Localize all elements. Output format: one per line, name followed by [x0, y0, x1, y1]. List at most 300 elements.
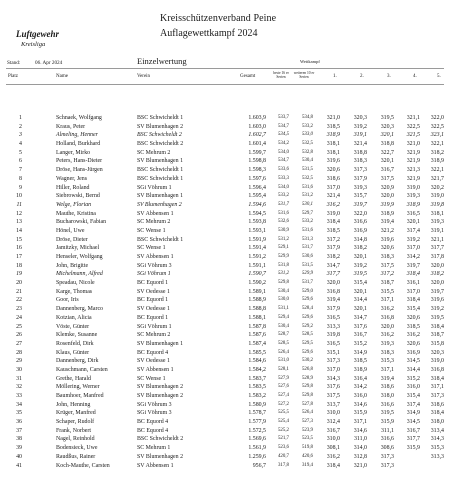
- round-3-cell: 316,8: [380, 314, 394, 321]
- round-2-cell: 314,4: [353, 297, 367, 304]
- round-5-cell: 314,3: [430, 436, 444, 443]
- table-row: [0, 140, 451, 149]
- further-series-cell: 529,8: [301, 393, 313, 398]
- round-3-cell: 317,3: [380, 453, 394, 460]
- round-1-cell: 318,5: [326, 123, 340, 130]
- club-cell: SV Blumenhagen 2: [137, 393, 184, 399]
- club-cell: SC Mehrum 2: [137, 219, 171, 226]
- best-series-cell: 527,2: [277, 401, 289, 407]
- table-row: [0, 305, 451, 314]
- round-3-cell: 318,0: [380, 393, 394, 399]
- round-1-cell: 317,3: [326, 358, 340, 365]
- table-row: [0, 244, 451, 253]
- club-cell: SV Abbensen 1: [137, 210, 174, 217]
- further-series-cell: 529,5: [301, 340, 313, 346]
- round-5-cell: 322,1: [430, 167, 444, 174]
- round-4-cell: 317,0: [406, 288, 420, 295]
- round-5-cell: 320,3: [430, 349, 444, 356]
- round-5-cell: 319,0: [430, 193, 444, 200]
- round-3-cell: 316,2: [380, 306, 394, 313]
- name-cell: Welge, Florian: [56, 201, 92, 208]
- best-series-cell: 531,6: [277, 210, 289, 216]
- round-3-cell: 319,9: [380, 201, 394, 208]
- round-5-cell: 323,1: [430, 132, 444, 139]
- round-5-cell: 318,4: [430, 375, 444, 382]
- club-cell: SV Blumenhagen 1: [137, 340, 184, 347]
- round-2-cell: 319,7: [353, 201, 367, 208]
- round-4-cell: 321,1: [406, 115, 420, 121]
- club-cell: SV Blumenhagen 1: [137, 193, 184, 200]
- place-cell: 38: [16, 436, 22, 443]
- table-row: [0, 409, 451, 418]
- round-4-cell: 317,4: [406, 227, 420, 234]
- round-3-cell: 321,2: [380, 227, 394, 234]
- club-cell: BSC Schwicheldt 1: [137, 175, 184, 182]
- round-4-cell: 318,4: [406, 297, 420, 304]
- round-1-cell: 319,4: [326, 297, 340, 304]
- round-5-cell: 318,7: [430, 332, 444, 339]
- total-cell: 1.584,6: [248, 358, 266, 365]
- place-cell: 12: [16, 210, 22, 217]
- round-5-cell: 318,1: [430, 210, 444, 217]
- column-header-best: beste 16 er Serien: [273, 71, 289, 80]
- club-cell: SV Oedesse 1: [137, 358, 170, 365]
- total-cell: 1.603,9: [248, 115, 266, 121]
- place-cell: 6: [19, 158, 22, 165]
- table-row: [0, 184, 451, 193]
- results-table: [0, 114, 451, 470]
- round-2-cell: 318,9: [353, 366, 367, 373]
- total-cell: 1.259,6: [248, 453, 266, 460]
- further-series-cell: 530,6: [301, 254, 313, 259]
- club-cell: SGi Vöhrum 3: [137, 262, 172, 269]
- further-series-cell: 534,8: [301, 115, 313, 120]
- total-cell: 1.595,4: [248, 193, 266, 200]
- round-3-cell: 322,7: [380, 149, 394, 156]
- name-cell: Dannenberg, Dirk: [56, 358, 99, 365]
- league-name: Kreisliga: [21, 41, 46, 48]
- total-cell: 1.587,4: [248, 340, 266, 347]
- round-4-cell: 317,7: [406, 436, 420, 443]
- further-series-cell: 531,2: [301, 193, 313, 199]
- round-5-cell: 322,0: [430, 115, 444, 121]
- place-cell: 34: [16, 401, 22, 408]
- best-series-cell: 534,2: [277, 141, 289, 147]
- best-series-cell: 525,4: [277, 419, 289, 425]
- table-row: [0, 323, 451, 332]
- further-series-cell: 532,5: [301, 141, 313, 147]
- round-3-cell: 318,8: [380, 141, 394, 148]
- round-2-cell: 314,6: [353, 427, 367, 434]
- best-series-cell: 527,9: [277, 375, 289, 381]
- round-2-cell: 317,6: [353, 323, 367, 330]
- event-name: Luftgewehr: [16, 29, 60, 39]
- further-series-cell: 529,8: [301, 384, 313, 390]
- round-3-cell: 315,3: [380, 358, 394, 365]
- round-4-cell: 315,4: [406, 306, 420, 313]
- round-3-cell: 317,5: [380, 262, 394, 269]
- further-series-cell: 527,8: [301, 401, 313, 407]
- table-row: [0, 462, 451, 471]
- round-4-cell: 319,2: [406, 236, 420, 243]
- round-4-cell: 321,3: [406, 167, 420, 174]
- round-1-cell: 317,0: [326, 366, 340, 373]
- round-1-cell: 318,2: [326, 254, 340, 260]
- round-1-cell: 319,6: [326, 158, 340, 165]
- table-row: [0, 192, 451, 201]
- place-cell: 27: [16, 340, 22, 347]
- round-3-cell: 308,6: [380, 445, 394, 452]
- round-1-cell: 320,6: [326, 167, 340, 174]
- round-3-cell: 315,9: [380, 419, 394, 426]
- further-series-cell: 529,7: [301, 210, 313, 216]
- club-cell: SV Abbensen 1: [137, 462, 174, 469]
- club-cell: BSC Schwicheldt 1: [137, 236, 184, 243]
- round-5-cell: 319,2: [430, 306, 444, 313]
- round-2-cell: 314,7: [353, 314, 367, 321]
- round-5-cell: 317,1: [430, 384, 444, 391]
- further-series-cell: 529,6: [301, 349, 313, 355]
- further-series-cell: 531,5: [301, 167, 313, 173]
- column-header-club: Verein: [137, 74, 151, 79]
- round-4-cell: 318,5: [406, 323, 420, 330]
- column-header-total: Gesamt: [240, 74, 256, 79]
- further-series-cell: 533,0: [301, 132, 313, 138]
- table-row: [0, 270, 451, 279]
- name-cell: Almeling, Henner: [56, 132, 98, 139]
- table-row: [0, 418, 451, 427]
- name-cell: Mauthe, Kristina: [56, 210, 96, 217]
- total-cell: 1.561,9: [248, 445, 266, 452]
- total-cell: 1.585,5: [248, 349, 266, 356]
- total-cell: 1.603,0: [248, 123, 266, 130]
- table-row: [0, 201, 451, 210]
- round-5-cell: 315,3: [430, 445, 444, 452]
- round-2-cell: 314,0: [353, 445, 367, 452]
- further-series-cell: 529,0: [301, 288, 313, 294]
- table-row: [0, 366, 451, 375]
- name-cell: Dröse, Hans-Jürgen: [56, 167, 103, 174]
- place-cell: 15: [16, 236, 22, 243]
- total-cell: 1.598,8: [248, 158, 266, 165]
- best-series-cell: 534,0: [277, 149, 289, 155]
- column-header-row: [0, 71, 451, 83]
- round-5-cell: 319,7: [430, 288, 444, 295]
- club-cell: SV Oedesse 1: [137, 288, 170, 295]
- further-series-cell: 526,8: [301, 366, 313, 372]
- name-cell: Goor, Iris: [56, 297, 79, 304]
- best-series-cell: 529,4: [277, 314, 289, 320]
- name-cell: Bodensieck, Uwe: [56, 445, 98, 452]
- round-4-cell: 316,7: [406, 427, 420, 434]
- further-series-cell: 526,4: [301, 410, 313, 416]
- total-cell: 1.572,5: [248, 427, 266, 434]
- club-cell: BSC Schwicheldt 2: [137, 436, 184, 443]
- round-1-cell: 317,5: [326, 393, 340, 399]
- best-series-cell: 533,2: [277, 193, 289, 199]
- club-cell: BSC Schwicheldt 2: [137, 132, 182, 139]
- round-1-cell: 308,1: [326, 445, 340, 452]
- total-cell: 1.591,9: [248, 236, 266, 243]
- round-3-cell: 316,6: [380, 436, 394, 443]
- name-cell: Speadau, Nicole: [56, 280, 95, 287]
- round-1-cell: 319,8: [326, 332, 340, 339]
- best-series-cell: 527,4: [277, 393, 289, 398]
- club-cell: SGi Vöhrum 3: [137, 410, 172, 417]
- round-5-cell: 321,7: [430, 175, 444, 182]
- round-3-cell: 315,5: [380, 288, 394, 295]
- round-2-cell: 315,7: [353, 193, 367, 200]
- table-row: [0, 218, 451, 227]
- best-series-cell: 534,0: [277, 184, 289, 190]
- round-4-cell: 321,9: [406, 149, 420, 156]
- round-4-cell: 320,6: [406, 314, 420, 321]
- club-cell: BC Equord 1: [137, 314, 169, 321]
- club-cell: SC Wense 1: [137, 375, 166, 382]
- round-4-cell: 321,9: [406, 175, 420, 182]
- table-row: [0, 123, 451, 132]
- table-row: [0, 253, 451, 262]
- place-cell: 28: [16, 349, 22, 356]
- round-4-cell: 314,4: [406, 366, 420, 373]
- place-cell: 24: [16, 314, 22, 321]
- name-cell: Krüger, Manfred: [56, 410, 96, 417]
- total-cell: 1.577,9: [248, 419, 266, 426]
- round-2-cell: 318,3: [353, 158, 367, 165]
- best-series-cell: 526,4: [277, 349, 289, 355]
- name-cell: Kraus, Peter: [56, 123, 86, 130]
- round-3-cell: 317,5: [380, 175, 394, 182]
- best-series-cell: 530,4: [277, 323, 289, 329]
- table-row: [0, 157, 451, 166]
- place-cell: 18: [16, 262, 22, 269]
- round-2-cell: 319,2: [353, 123, 367, 130]
- club-cell: BC Equord 4: [137, 419, 169, 426]
- total-cell: 1.601,4: [248, 141, 266, 148]
- further-series-cell: 528,4: [301, 306, 313, 312]
- best-series-cell: 534,5: [277, 132, 289, 138]
- round-4-cell: 321,9: [406, 158, 420, 165]
- round-4-cell: 317,4: [406, 401, 420, 408]
- best-series-cell: 533,3: [277, 175, 289, 181]
- round-5-cell: 313,4: [430, 427, 444, 434]
- place-cell: 7: [19, 167, 22, 174]
- place-cell: 37: [16, 427, 22, 434]
- total-cell: 1.598,3: [248, 167, 266, 174]
- total-cell: 1.589,1: [248, 288, 266, 295]
- club-cell: SV Abbensen 1: [137, 366, 174, 373]
- total-cell: 1.591,4: [248, 245, 266, 252]
- table-row: [0, 427, 451, 436]
- round-2-cell: 314,8: [353, 236, 367, 243]
- round-4-cell: 320,6: [406, 340, 420, 347]
- round-3-cell: 318,6: [380, 384, 394, 391]
- place-cell: 40: [16, 453, 22, 460]
- place-cell: 35: [16, 410, 22, 417]
- round-1-cell: 318,9: [326, 132, 340, 139]
- round-3-cell: 319,5: [380, 115, 394, 121]
- round-4-cell: 320,1: [406, 219, 420, 226]
- best-series-cell: 530,4: [277, 288, 289, 294]
- table-row: [0, 149, 451, 158]
- name-cell: Hönel, Uwe: [56, 227, 85, 234]
- round-1-cell: 318,4: [326, 219, 340, 226]
- table-row: [0, 340, 451, 349]
- further-series-cell: 531,7: [301, 245, 313, 251]
- total-cell: 956,7: [252, 462, 266, 469]
- round-2-cell: 321,0: [353, 462, 367, 469]
- place-cell: 36: [16, 419, 22, 426]
- best-series-cell: 528,5: [277, 340, 289, 346]
- club-cell: BSC Schwicheldt 1: [137, 115, 184, 121]
- round-5-cell: 322,5: [430, 123, 444, 130]
- total-cell: 1.597,6: [248, 175, 266, 182]
- table-row: [0, 357, 451, 366]
- round-4-cell: 316,1: [406, 280, 420, 287]
- round-4-cell: 317,0: [406, 245, 420, 252]
- header-rule-bottom: [6, 84, 444, 85]
- name-cell: Peters, Hans-Dieter: [56, 158, 103, 165]
- round-5-cell: 320,0: [430, 262, 444, 269]
- table-row: [0, 383, 451, 392]
- place-cell: 3: [19, 132, 22, 139]
- table-row: [0, 453, 451, 462]
- club-cell: SV Blumenhagen 2: [137, 384, 184, 391]
- round-2-cell: 320,3: [353, 115, 367, 121]
- best-series-cell: 529,1: [277, 245, 289, 251]
- round-3-cell: 317,2: [380, 271, 394, 278]
- table-row: [0, 262, 451, 271]
- place-cell: 16: [16, 245, 22, 252]
- name-cell: Baumhoer, Manfred: [56, 393, 104, 399]
- round-2-cell: 317,1: [353, 419, 367, 426]
- best-series-cell: 528,7: [277, 332, 289, 338]
- name-cell: Henseler, Wolfgang: [56, 254, 103, 260]
- round-1-cell: 317,2: [326, 236, 340, 243]
- further-series-cell: 530,2: [301, 358, 313, 364]
- round-2-cell: 316,7: [353, 332, 367, 339]
- round-5-cell: 317,7: [430, 245, 444, 252]
- stand-label: Stand:: [7, 60, 21, 66]
- round-1-cell: 310,0: [326, 436, 340, 443]
- total-cell: 1.591,2: [248, 254, 266, 260]
- round-1-cell: 317,6: [326, 384, 340, 391]
- round-4-cell: 316,2: [406, 332, 420, 339]
- round-3-cell: 319,3: [380, 340, 394, 347]
- best-series-cell: 532,6: [277, 219, 289, 225]
- further-series-cell: 529,6: [301, 314, 313, 320]
- round-4-cell: 318,9: [406, 201, 420, 208]
- further-series-cell: 533,2: [301, 219, 313, 225]
- best-series-cell: 529,8: [277, 280, 289, 286]
- best-series-cell: 420,7: [277, 453, 289, 459]
- round-1-cell: 318,4: [326, 462, 340, 469]
- table-row: [0, 166, 451, 175]
- club-cell: SV Abbensen 1: [137, 254, 174, 260]
- total-cell: 1.588,1: [248, 314, 266, 321]
- round-5-cell: 318,6: [430, 401, 444, 408]
- round-2-cell: 318,2: [353, 245, 367, 252]
- total-cell: 1.596,4: [248, 184, 266, 191]
- club-cell: BC Equord 4: [137, 349, 169, 356]
- round-1-cell: 316,5: [326, 340, 340, 347]
- name-cell: Holland, Burkhard: [56, 141, 101, 148]
- round-1-cell: 321,0: [326, 115, 340, 121]
- best-series-cell: 528,1: [277, 366, 289, 372]
- round-5-cell: 318,2: [430, 271, 444, 278]
- best-series-cell: 531,0: [277, 358, 289, 364]
- place-cell: 25: [16, 323, 22, 330]
- round-4-cell: 319,0: [406, 184, 420, 191]
- place-cell: 29: [16, 358, 22, 365]
- wettkampf-label: Wettkampf: [300, 59, 320, 64]
- place-cell: 23: [16, 306, 22, 313]
- table-row: [0, 392, 451, 401]
- place-cell: 22: [16, 297, 22, 304]
- total-cell: 1.593,8: [248, 219, 266, 226]
- club-cell: BSC Schwicheldt 1: [137, 167, 184, 174]
- total-cell: 1.580,9: [248, 401, 266, 408]
- round-5-cell: 316,8: [430, 366, 444, 373]
- place-cell: 21: [16, 288, 22, 295]
- total-cell: 1.599,7: [248, 149, 266, 156]
- table-row: [0, 279, 451, 288]
- table-row: [0, 175, 451, 184]
- round-1-cell: 317,7: [326, 271, 340, 278]
- round-4-cell: 321,5: [406, 132, 420, 139]
- round-2-cell: 321,4: [353, 141, 367, 148]
- further-series-cell: 532,5: [301, 175, 313, 181]
- club-cell: SC Mehrum 1: [137, 445, 171, 452]
- club-cell: BC Equord 1: [137, 297, 169, 304]
- name-cell: Siebrowski, Bernd: [56, 193, 100, 200]
- round-5-cell: 317,3: [430, 393, 444, 399]
- total-cell: 1.583,5: [248, 384, 266, 391]
- round-1-cell: 313,3: [326, 323, 340, 330]
- further-series-cell: 528,5: [301, 332, 313, 338]
- round-3-cell: 320,3: [380, 123, 394, 130]
- club-cell: SC Wense 1: [137, 227, 166, 234]
- round-1-cell: 318,1: [326, 149, 340, 156]
- round-1-cell: 321,4: [326, 193, 340, 200]
- name-cell: Hiller, Roland: [56, 184, 90, 191]
- round-3-cell: 320,0: [380, 323, 394, 330]
- round-5-cell: 313,3: [430, 453, 444, 460]
- best-series-cell: 530,9: [277, 227, 289, 233]
- table-row: [0, 210, 451, 219]
- round-3-cell: 319,4: [380, 219, 394, 226]
- name-cell: Möllering, Werner: [56, 384, 100, 391]
- table-row: [0, 401, 451, 410]
- best-series-cell: 529,9: [277, 254, 289, 259]
- best-series-cell: 530,0: [277, 297, 289, 303]
- place-cell: 10: [16, 193, 22, 200]
- round-2-cell: 320,1: [353, 254, 367, 260]
- name-cell: Schaper, Rudolf: [56, 419, 95, 426]
- name-cell: Frank, Norbert: [56, 427, 92, 434]
- round-2-cell: 311,0: [353, 436, 367, 443]
- round-3-cell: 319,4: [380, 375, 394, 382]
- name-cell: John, Brigitte: [56, 262, 89, 269]
- place-cell: 14: [16, 227, 22, 234]
- total-cell: 1.587,8: [248, 323, 266, 330]
- round-1-cell: 319,0: [326, 210, 340, 217]
- name-cell: Schnaek, Wolfgang: [56, 115, 102, 121]
- round-4-cell: 314,5: [406, 419, 420, 426]
- best-series-cell: 531,8: [277, 262, 289, 268]
- round-4-cell: 318,4: [406, 271, 420, 278]
- place-cell: 2: [19, 123, 22, 130]
